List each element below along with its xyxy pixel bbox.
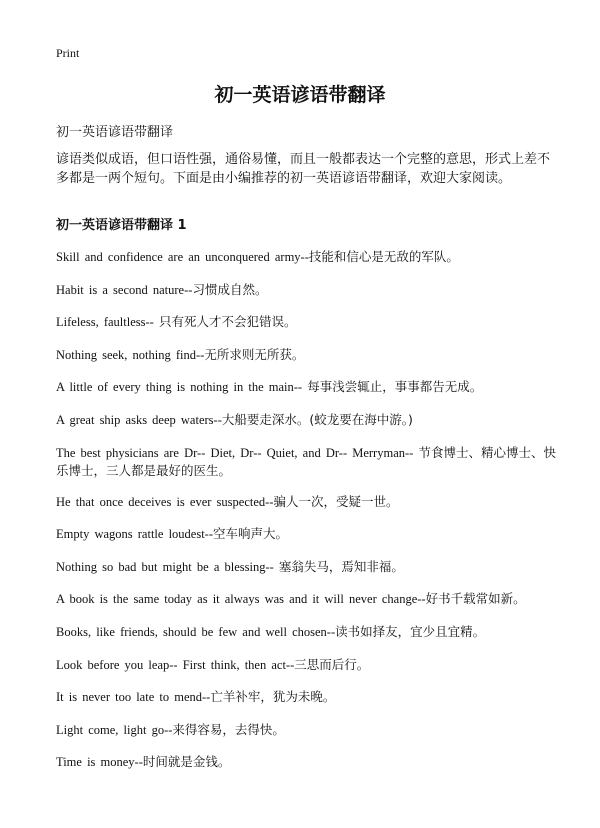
proverb-english: Look before you leap-- First think, then act-- (56, 657, 295, 672)
proverb-item (56, 411, 556, 429)
proverb-english: A little of every thing is nothing in the main-- (56, 380, 308, 395)
proverb-item (56, 753, 556, 771)
proverb-chinese: 好书千载常如新。 (425, 591, 526, 607)
proverb-chinese: 每事浅尝辄止，事事都告无成。 (307, 379, 483, 395)
proverb-english: Nothing seek, nothing find-- (56, 347, 205, 362)
proverb-chinese: 习惯成自然。 (192, 281, 268, 297)
proverb-english: Skill and confidence are an unconquered army-- (56, 250, 309, 264)
proverb-chinese: 节食博士、精心博士、快乐博士，三人都是最好的医生。 (56, 444, 556, 478)
proverb-item (56, 721, 556, 739)
proverb-item (56, 493, 556, 511)
proverb-item (56, 558, 556, 576)
proverb-english: Books, like friends, should be few and well chosen-- (56, 624, 336, 639)
proverb-english: Habit is a second nature-- (56, 282, 193, 297)
proverb-item (56, 525, 556, 543)
proverb-chinese: 只有死人才不会犯错误。 (158, 314, 297, 330)
print-label[interactable]: Print (56, 46, 80, 60)
proverb-chinese: 来得容易，去得快。 (172, 721, 285, 737)
proverb-item (56, 281, 556, 299)
proverb-english: Light come, light go-- (56, 722, 173, 737)
proverb-chinese: 读书如择友，宜少且宜精。 (335, 623, 486, 639)
proverb-english: He that once deceives is ever suspected-- (56, 494, 274, 509)
proverb-english: A book is the same today as it always was and it will never change-- (56, 592, 426, 607)
proverb-chinese: 技能和信心是无敌的军队。 (308, 249, 459, 264)
proverb-english: Lifeless, faultless-- (56, 315, 159, 330)
proverb-english: Empty wagons rattle loudest-- (56, 527, 214, 542)
proverb-list (56, 248, 556, 786)
proverb-item (56, 688, 556, 706)
proverb-chinese: 无所求则无所获。 (204, 346, 305, 362)
proverb-item (56, 378, 556, 396)
proverb-chinese: 时间就是金钱。 (142, 754, 231, 770)
proverb-english: The best physicians are Dr-- Diet, Dr-- Quiet, and Dr-- Merryman-- (56, 445, 419, 460)
proverb-english: Time is money-- (56, 755, 143, 770)
proverb-item (56, 444, 556, 480)
proverb-item (56, 656, 556, 674)
proverb-english: It is never too late to mend-- (56, 690, 211, 705)
proverb-chinese: 三思而后行。 (294, 656, 370, 672)
proverb-item (56, 623, 556, 641)
page-title: 初一英语谚语带翻译 (214, 84, 386, 106)
proverb-chinese: 空车响声大。 (213, 526, 289, 542)
proverb-chinese: 塞翁失马，焉知非福。 (278, 558, 404, 574)
section-heading: 初一英语谚语带翻译 1 (56, 218, 187, 233)
proverb-item (56, 346, 556, 364)
proverb-chinese: 骗人一次，受疑一世。 (273, 493, 399, 509)
proverb-english: A great ship asks deep waters-- (56, 412, 222, 427)
proverb-chinese: 亡羊补牢，犹为未晚。 (210, 689, 336, 705)
proverb-english: Nothing so bad but might be a blessing-- (56, 559, 279, 574)
proverb-item (56, 313, 556, 331)
proverb-item (56, 590, 556, 608)
intro-paragraph: 谚语类似成语，但口语性强，通俗易懂，而且一般都表达一个完整的意思，形式上差不多都是一两个短句。下面是由小编推荐的初一英语谚语带翻译，欢迎大家阅读。 (56, 152, 551, 186)
proverb-item (56, 248, 556, 266)
subtitle: 初一英语谚语带翻译 (56, 125, 174, 140)
proverb-chinese: 大船要走深水。(蛟龙要在海中游。) (221, 411, 413, 427)
